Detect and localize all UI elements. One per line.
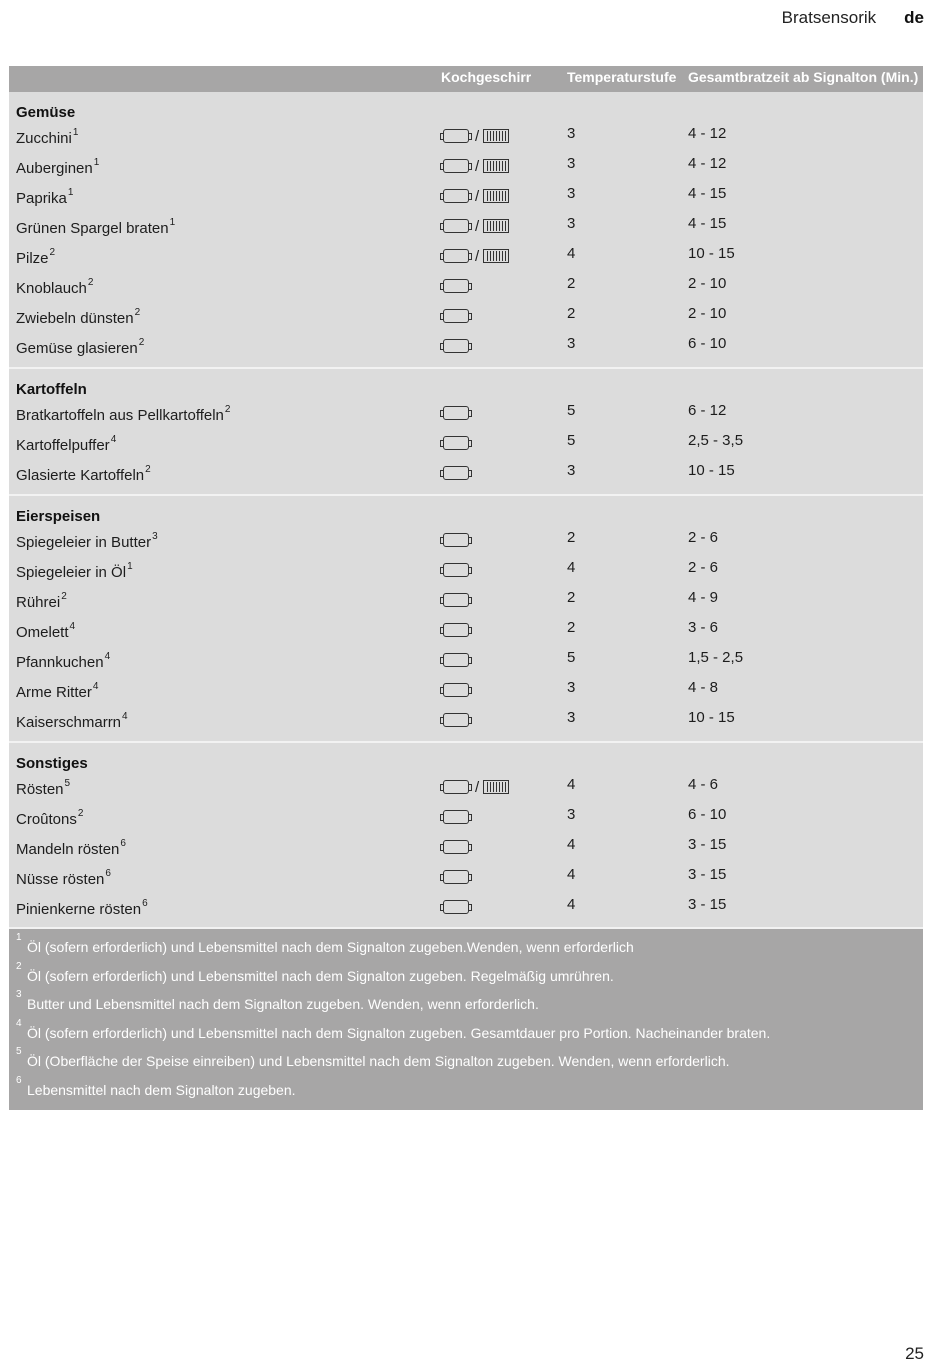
table-row	[9, 459, 923, 489]
cookware	[441, 650, 471, 670]
cooking-table	[9, 66, 923, 1110]
cooking-time: 10 - 15	[688, 245, 735, 262]
temperature-level: 4	[567, 836, 576, 853]
cookware	[441, 590, 471, 610]
dish-name: Pinienkerne rösten$^6$	[16, 898, 148, 918]
table-row	[9, 429, 923, 459]
cookware: /	[441, 186, 509, 206]
pan-icon	[443, 339, 469, 353]
table-row	[9, 302, 923, 332]
cookware	[441, 837, 471, 857]
pan-icon	[443, 129, 469, 143]
pan-icon	[443, 466, 469, 480]
column-header-time: Gesamtbratzeit ab Signalton (Min.)	[688, 69, 919, 85]
cookware	[441, 463, 471, 483]
cookware	[441, 336, 471, 356]
group-title: Gemüse	[16, 104, 76, 121]
cookware	[441, 867, 471, 887]
pan-icon	[443, 840, 469, 854]
footnote: 3 Butter und Lebensmittel nach dem Signalton zugeben. Wenden, wenn erforderlich.	[16, 989, 539, 1012]
cooking-time: 2 - 6	[688, 529, 719, 546]
table-row	[9, 863, 923, 893]
table-row	[9, 676, 923, 706]
temperature-level: 2	[567, 619, 576, 636]
pan-icon	[443, 623, 469, 637]
temperature-level: 4	[567, 776, 576, 793]
table-row	[9, 803, 923, 833]
table-row	[9, 556, 923, 586]
cookware	[441, 433, 471, 453]
temperature-level: 4	[567, 896, 576, 913]
footnote: 2 Öl (sofern erforderlich) und Lebensmittel nach dem Signalton zugeben. Regelmäßig umrühren.	[16, 960, 614, 984]
pan-icon	[443, 780, 469, 794]
table-row	[9, 332, 923, 362]
temperature-level: 3	[567, 335, 576, 352]
dish-name: Spiegeleier in $Öl^1$	[16, 561, 133, 581]
footnote: 5 Öl (Oberfläche der Speise einreiben) und Lebensmittel nach dem Signalton zugeben. Wenden, wenn erforderlich.	[16, 1046, 730, 1069]
pan-icon	[443, 406, 469, 420]
cooking-time: 6 - 10	[688, 806, 727, 823]
table-row	[9, 706, 923, 736]
cooking-time: 4 - 8	[688, 679, 719, 696]
temperature-level: 4	[567, 866, 576, 883]
pan-icon	[443, 189, 469, 203]
dish-name: Knoblauch$^2$	[16, 277, 94, 297]
cookware	[441, 680, 471, 700]
pan-icon	[443, 593, 469, 607]
temperature-level: 3	[567, 185, 576, 202]
dish-name: Rösten$^5$	[16, 778, 71, 798]
dish-name: Croûtons$^2$	[16, 808, 84, 828]
table-row	[9, 242, 923, 272]
cooking-time: 2,5 - 3,5	[688, 432, 744, 449]
pan-icon	[443, 870, 469, 884]
footnote: 1 Öl (sofern erforderlich) und Lebensmittel nach dem Signalton zugeben.Wenden, wenn erforderlich	[16, 932, 634, 955]
cooking-time: 1,5 - 2,5	[688, 649, 744, 666]
cooking-time: 4 - 12	[688, 125, 727, 142]
cooking-time: 2 - 6	[688, 559, 719, 576]
dish-name: Kaiserschmarrn$^4$	[16, 711, 128, 731]
table-row	[9, 616, 923, 646]
temperature-level: 2	[567, 305, 576, 322]
dish-name: Bratkartoffeln aus Pellkartoffeln$^2$	[16, 404, 231, 424]
cookware	[441, 276, 471, 296]
footnote: 4 Öl (sofern erforderlich) und Lebensmittel nach dem Signalton zugeben. Gesamtdauer pro Portion. Nacheinander braten.	[16, 1017, 771, 1041]
cookware	[441, 530, 471, 550]
table-row	[9, 773, 923, 803]
group-title: Kartoffeln	[16, 381, 87, 398]
temperature-level: 5	[567, 402, 576, 419]
cookware	[441, 897, 471, 917]
dish-name: Paprika$^1$	[16, 187, 74, 207]
group-sonstiges	[9, 743, 923, 929]
grill-plate-icon	[483, 189, 509, 203]
table-row	[9, 152, 923, 182]
dish-name: Zwiebeln dünsten$^2$	[16, 307, 141, 327]
dish-name: Grünen Spargel braten$^1$	[16, 217, 176, 237]
grill-plate-icon	[483, 780, 509, 794]
temperature-level: 5	[567, 649, 576, 666]
table-row	[9, 526, 923, 556]
dish-name: Auberginen$^1$	[16, 157, 100, 177]
pan-icon	[443, 279, 469, 293]
temperature-level: 3	[567, 155, 576, 172]
pan-icon	[443, 309, 469, 323]
dish-name: Omelett$^4$	[16, 621, 76, 641]
cooking-time: 4 - 15	[688, 185, 727, 202]
group-title: Sonstiges	[16, 755, 88, 772]
dish-name: Pfannkuchen$^4$	[16, 651, 111, 671]
group-gemuese	[9, 92, 923, 369]
footnote: 6 Lebensmittel nach dem Signalton zugeben.	[16, 1074, 296, 1098]
temperature-level: 3	[567, 806, 576, 823]
cookware	[441, 710, 471, 730]
table-header	[9, 66, 923, 92]
temperature-level: 3	[567, 215, 576, 232]
footnotes	[9, 929, 923, 1110]
cooking-time: 3 - 6	[688, 619, 719, 636]
cookware	[441, 306, 471, 326]
grill-plate-icon	[483, 159, 509, 173]
temperature-level: 4	[567, 559, 576, 576]
language-code: de	[904, 8, 924, 27]
dish-name: Arme Ritter$^4$	[16, 681, 99, 701]
cookware	[441, 403, 471, 423]
cooking-time: 4 - 15	[688, 215, 727, 232]
temperature-level: 3	[567, 679, 576, 696]
temperature-level: 3	[567, 462, 576, 479]
temperature-level: 4	[567, 245, 576, 262]
temperature-level: 2	[567, 275, 576, 292]
table-row	[9, 833, 923, 863]
pan-icon	[443, 159, 469, 173]
cooking-time: 3 - 15	[688, 866, 727, 883]
pan-icon	[443, 563, 469, 577]
cookware	[441, 560, 471, 580]
cooking-time: 2 - 10	[688, 305, 727, 322]
section-title: Bratsensorik	[781, 8, 877, 27]
page-header	[782, 8, 924, 28]
table-row	[9, 182, 923, 212]
cookware: /	[441, 246, 509, 266]
group-eierspeisen	[9, 496, 923, 743]
column-header-cookware: Kochgeschirr	[441, 69, 532, 85]
cooking-time: 6 - 10	[688, 335, 727, 352]
grill-plate-icon	[483, 249, 509, 263]
cookware: /	[441, 126, 509, 146]
dish-name: Spiegeleier in Butter$^3$	[16, 531, 158, 551]
dish-name: Pilze$^2$	[16, 247, 56, 267]
cooking-time: 3 - 15	[688, 836, 727, 853]
group-kartoffeln	[9, 369, 923, 496]
cooking-time: 10 - 15	[688, 709, 735, 726]
dish-name: Gemüse glasieren$^2$	[16, 337, 145, 357]
pan-icon	[443, 683, 469, 697]
grill-plate-icon	[483, 219, 509, 233]
table-row	[9, 399, 923, 429]
table-row	[9, 212, 923, 242]
table-row	[9, 646, 923, 676]
pan-icon	[443, 249, 469, 263]
pan-icon	[443, 533, 469, 547]
pan-icon	[443, 436, 469, 450]
pan-icon	[443, 810, 469, 824]
cooking-time: 2 - 10	[688, 275, 727, 292]
dish-name: Glasierte Kartoffeln$^2$	[16, 464, 151, 484]
temperature-level: 3	[567, 709, 576, 726]
cooking-time: 4 - 9	[688, 589, 719, 606]
pan-icon	[443, 653, 469, 667]
table-row	[9, 893, 923, 923]
cookware: /	[441, 156, 509, 176]
page-number: 25	[905, 1344, 924, 1363]
cookware	[441, 807, 471, 827]
cooking-time: 4 - 6	[688, 776, 719, 793]
cooking-time: 6 - 12	[688, 402, 727, 419]
pan-icon	[443, 219, 469, 233]
cookware	[441, 620, 471, 640]
temperature-level: 5	[567, 432, 576, 449]
dish-name: Nüsse rösten$^6$	[16, 868, 111, 888]
column-header-temperature: Temperaturstufe	[567, 69, 677, 85]
cookware: /	[441, 216, 509, 236]
cooking-time: 4 - 12	[688, 155, 727, 172]
temperature-level: 2	[567, 589, 576, 606]
pan-icon	[443, 713, 469, 727]
dish-name: Zucchini$^1$	[16, 127, 79, 147]
cooking-time: 10 - 15	[688, 462, 735, 479]
grill-plate-icon	[483, 129, 509, 143]
dish-name: Rührei$^2$	[16, 591, 67, 611]
table-row	[9, 122, 923, 152]
cooking-time: 3 - 15	[688, 896, 727, 913]
table-row	[9, 586, 923, 616]
pan-icon	[443, 900, 469, 914]
temperature-level: 2	[567, 529, 576, 546]
cookware: /	[441, 777, 509, 797]
dish-name: Kartoffelpuffer$^4$	[16, 434, 117, 454]
temperature-level: 3	[567, 125, 576, 142]
dish-name: Mandeln rösten$^6$	[16, 838, 126, 858]
table-row	[9, 272, 923, 302]
group-title: Eierspeisen	[16, 508, 101, 525]
